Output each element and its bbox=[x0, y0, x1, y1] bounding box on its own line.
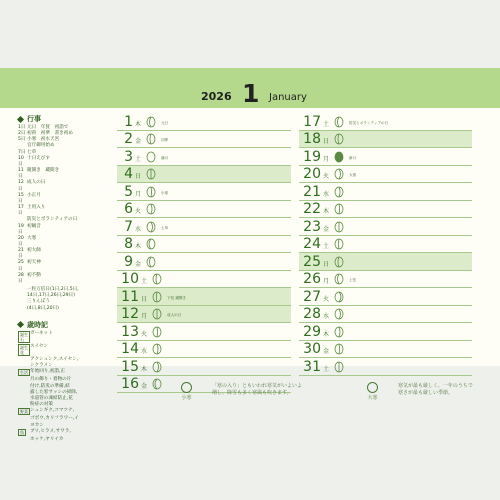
day-note: 防災とボランティアの日 bbox=[349, 120, 389, 125]
event-text: 防災とボランティアの日 bbox=[27, 217, 78, 223]
moon-phase-icon bbox=[334, 186, 344, 198]
event-text: 初荷 初夢 書き初め bbox=[27, 131, 73, 137]
moon-phase-icon bbox=[334, 326, 344, 338]
event-text: 七草 bbox=[27, 149, 37, 155]
event-item bbox=[18, 168, 116, 180]
weekday: 土 bbox=[135, 155, 142, 163]
moon-phase-icon bbox=[334, 203, 344, 215]
day-note: 新月 bbox=[349, 155, 357, 160]
weekday: 金 bbox=[323, 348, 330, 355]
day-number: 1 bbox=[124, 113, 133, 130]
day-number: 19 bbox=[303, 148, 321, 165]
moon-phase-icon bbox=[334, 151, 344, 163]
seasonal-list bbox=[18, 331, 116, 443]
day-note: 成人の日 bbox=[167, 313, 182, 317]
event-item bbox=[18, 248, 116, 260]
moon-phase-icon bbox=[334, 361, 344, 373]
event-date: 7日 bbox=[18, 149, 26, 155]
weekday: 火 bbox=[323, 173, 330, 180]
day-number: 5 bbox=[124, 183, 133, 200]
day-row bbox=[299, 183, 472, 201]
weekday: 木 bbox=[141, 365, 148, 373]
event-note bbox=[18, 306, 116, 312]
event-item bbox=[18, 260, 116, 272]
weekday: 水 bbox=[135, 225, 142, 233]
weekday: 火 bbox=[141, 330, 148, 338]
seasonal-text: 年始回り,初詣,正 bbox=[30, 369, 66, 375]
day-number: 11 bbox=[121, 288, 139, 305]
seasonal-key bbox=[18, 437, 30, 443]
day-row bbox=[117, 306, 291, 324]
event-date: 5日 bbox=[18, 137, 26, 143]
day-number: 17 bbox=[303, 113, 321, 130]
day-number: 16 bbox=[121, 376, 139, 392]
solar-term-text-2: 寒気が最も厳しく、一年のうちで 寒さが最も厳しい季節。 bbox=[398, 383, 473, 396]
moon-phase-icon bbox=[152, 343, 162, 355]
event-text: 小正月 bbox=[27, 192, 41, 198]
seasonal-text: スイセン bbox=[30, 343, 49, 349]
event-text: 初不動 bbox=[27, 272, 41, 278]
day-number: 10 bbox=[121, 271, 139, 287]
day-row bbox=[299, 358, 472, 376]
header-month-number: 1 bbox=[242, 79, 260, 108]
moon-phase-icon bbox=[334, 116, 344, 128]
event-item bbox=[18, 193, 116, 205]
seasonal-text: 水道管の凍結防止,花 bbox=[30, 395, 73, 401]
day-number: 2 bbox=[124, 131, 133, 147]
header-year: 2026 bbox=[201, 90, 232, 103]
day-number: 21 bbox=[303, 183, 321, 200]
day-row bbox=[299, 271, 472, 289]
day-note: 満月 bbox=[161, 155, 169, 160]
seasonal-text: 付け,防災の準備,結 bbox=[30, 383, 70, 389]
event-date: 1日 bbox=[18, 125, 26, 130]
weekday: 火 bbox=[323, 295, 330, 303]
day-row bbox=[299, 218, 472, 236]
seasonal-item bbox=[18, 437, 116, 443]
day-number: 3 bbox=[124, 148, 133, 165]
day-note: 小寒 bbox=[161, 190, 169, 195]
header-month-name: January bbox=[269, 92, 307, 103]
day-number: 23 bbox=[303, 218, 321, 235]
moon-phase-icon bbox=[146, 203, 156, 215]
seasonal-key bbox=[18, 369, 30, 377]
event-date: 19日 bbox=[18, 223, 24, 235]
event-date: 25日 bbox=[18, 260, 24, 272]
day-number: 13 bbox=[121, 323, 139, 340]
day-note: 初夢 bbox=[161, 138, 169, 142]
event-text: 初天神 bbox=[27, 260, 41, 266]
weekday: 火 bbox=[135, 208, 142, 215]
day-row bbox=[117, 131, 291, 149]
event-date: 11日 bbox=[18, 168, 24, 180]
event-item bbox=[18, 180, 116, 192]
weekday: 月 bbox=[135, 190, 142, 198]
event-text: 十日えびす bbox=[27, 155, 50, 161]
day-number: 31 bbox=[303, 358, 321, 375]
moon-phase-icon bbox=[334, 256, 344, 268]
day-number: 25 bbox=[303, 253, 321, 270]
day-note: 七草 bbox=[161, 225, 169, 230]
weekday: 土 bbox=[323, 120, 330, 128]
seasonal-text: ガーネット bbox=[30, 330, 53, 336]
event-text: 初大師 bbox=[27, 248, 41, 254]
day-note: 下弦 鏡開き bbox=[167, 295, 187, 300]
weekday: 木 bbox=[135, 243, 142, 250]
day-row bbox=[299, 131, 472, 149]
day-row bbox=[299, 306, 472, 324]
day-number: 30 bbox=[303, 341, 321, 357]
day-row bbox=[299, 323, 472, 341]
event-text: 大寒 bbox=[27, 235, 37, 241]
day-row bbox=[299, 288, 472, 306]
diamond-icon bbox=[17, 115, 24, 122]
day-number: 28 bbox=[303, 306, 321, 322]
seasonal-item bbox=[18, 344, 116, 357]
day-number: 4 bbox=[124, 166, 133, 182]
event-date: 2日 bbox=[18, 131, 26, 137]
weekday: 金 bbox=[135, 260, 142, 268]
day-row bbox=[299, 341, 472, 359]
moon-phase-icon bbox=[152, 378, 162, 390]
left-panel bbox=[18, 114, 116, 443]
moon-phase-icon bbox=[152, 361, 162, 373]
weekday: 木 bbox=[323, 330, 330, 338]
weekday: 木 bbox=[135, 120, 142, 128]
event-text: 官庁御用始め bbox=[27, 143, 55, 149]
day-note: 上弦 bbox=[349, 278, 357, 282]
day-row bbox=[117, 148, 291, 166]
day-row bbox=[299, 201, 472, 219]
moon-phase-icon bbox=[146, 238, 156, 250]
moon-phase-icon bbox=[334, 308, 344, 320]
weekday: 月 bbox=[323, 155, 330, 163]
solar-term-shoukan: 小寒 bbox=[181, 382, 192, 401]
seasonal-text: ブリ,ヒラメ,サワラ, bbox=[30, 428, 71, 434]
moon-phase-icon bbox=[146, 116, 156, 128]
event-text: 土用入り bbox=[27, 205, 46, 211]
seasonal-item bbox=[18, 429, 116, 437]
moon-phase-icon bbox=[146, 151, 156, 163]
event-date: 21日 bbox=[18, 248, 24, 260]
event-item bbox=[18, 273, 116, 285]
event-text: 初観音 bbox=[27, 223, 41, 229]
event-text: 元日 年賀 初詣で bbox=[27, 125, 69, 130]
weekday: 日 bbox=[135, 173, 142, 180]
events-notes bbox=[18, 287, 116, 312]
day-row bbox=[117, 166, 291, 184]
snow-icon bbox=[367, 382, 378, 393]
seasonal-text: アクシュンク,スイセン, bbox=[30, 357, 79, 362]
day-row bbox=[299, 166, 472, 184]
day-number: 29 bbox=[303, 323, 321, 340]
event-item bbox=[18, 236, 116, 248]
seasonal-text: 月の飾り・着物の片 bbox=[30, 377, 72, 383]
day-row bbox=[117, 341, 291, 359]
event-item bbox=[18, 205, 116, 217]
day-number: 26 bbox=[303, 271, 321, 287]
event-date: 10日 bbox=[18, 155, 24, 167]
day-number: 8 bbox=[124, 236, 133, 252]
day-number: 15 bbox=[121, 358, 139, 375]
solar-term-text-1: 「寒の入り」ともいわれ寒気がいよいよ 増し、降雪も多く寒風も吹きます。 bbox=[212, 383, 303, 396]
day-note: 元日 bbox=[161, 120, 169, 125]
seasonal-text: 露した窓サッシの掃除, bbox=[30, 389, 78, 395]
moon-phase-icon bbox=[334, 133, 344, 145]
seasonal-key-label: 誕生花 bbox=[20, 344, 28, 355]
seasonal-item bbox=[18, 331, 116, 344]
day-number: 18 bbox=[303, 131, 321, 147]
day-row bbox=[117, 288, 291, 306]
event-date: 17日 bbox=[18, 205, 24, 217]
weekday: 金 bbox=[141, 383, 148, 390]
moon-phase-icon bbox=[334, 238, 344, 250]
event-text: 成人の日 bbox=[27, 180, 46, 186]
seasonal-text: ホッケ,ヤリイカ bbox=[30, 436, 64, 442]
moon-phase-icon bbox=[146, 133, 156, 145]
day-number: 14 bbox=[121, 341, 139, 357]
day-number: 12 bbox=[121, 306, 139, 322]
day-number: 7 bbox=[124, 218, 133, 235]
seasonal-key-label: 生活 bbox=[20, 370, 28, 376]
day-row bbox=[117, 236, 291, 254]
seasonal-key bbox=[18, 331, 30, 344]
day-row bbox=[117, 183, 291, 201]
event-text: 鏡開き 蔵開き bbox=[27, 168, 60, 174]
events-list bbox=[18, 125, 116, 285]
seasonal-text: 粉症の対策 bbox=[30, 402, 53, 408]
event-date: 12日 bbox=[18, 180, 24, 192]
moon-phase-icon bbox=[152, 326, 162, 338]
event-note-text: 一粒万倍日(1日,2日,5日, bbox=[27, 287, 79, 293]
solar-term-daikan: 大寒 bbox=[367, 382, 378, 401]
seasonal-key bbox=[18, 429, 30, 437]
day-row bbox=[117, 201, 291, 219]
day-row bbox=[117, 323, 291, 341]
day-number: 6 bbox=[124, 201, 133, 217]
day-row bbox=[117, 253, 291, 271]
seasonal-key bbox=[18, 408, 30, 416]
day-row bbox=[299, 253, 472, 271]
moon-phase-icon bbox=[146, 168, 156, 180]
day-row bbox=[117, 271, 291, 289]
moon-phase-icon bbox=[146, 256, 156, 268]
snow-icon bbox=[181, 382, 192, 393]
moon-phase-icon bbox=[334, 273, 344, 285]
day-row bbox=[117, 113, 291, 131]
event-date: 28日 bbox=[18, 272, 24, 284]
diamond-icon bbox=[17, 321, 24, 328]
day-number: 9 bbox=[124, 253, 133, 270]
day-row bbox=[117, 358, 291, 376]
moon-phase-icon bbox=[334, 291, 344, 303]
seasonal-text: シュンギク,コマツナ, bbox=[30, 408, 75, 414]
weekday: 日 bbox=[323, 260, 330, 268]
event-note-text: 14日,17日,26日,29日) bbox=[27, 293, 75, 299]
day-number: 22 bbox=[303, 201, 321, 217]
day-note: 大寒 bbox=[349, 173, 357, 177]
weekday: 土 bbox=[141, 278, 148, 285]
moon-phase-icon bbox=[334, 168, 344, 180]
moon-phase-icon bbox=[146, 221, 156, 233]
weekday: 水 bbox=[141, 348, 148, 355]
event-date: 20日 bbox=[18, 235, 24, 247]
day-number: 20 bbox=[303, 166, 321, 182]
moon-phase-icon bbox=[152, 291, 162, 303]
seasonal-key-label: 野菜 bbox=[20, 409, 28, 415]
weekday: 金 bbox=[135, 138, 142, 145]
moon-phase-icon bbox=[146, 186, 156, 198]
seasonal-text: ゴボウ,カリフラワー,イ bbox=[30, 416, 79, 422]
event-item bbox=[18, 224, 116, 236]
weekday: 木 bbox=[323, 208, 330, 215]
event-date: 15日 bbox=[18, 192, 24, 204]
weekday: 日 bbox=[323, 138, 330, 145]
moon-phase-icon bbox=[152, 308, 162, 320]
seasonal-key-label: 魚 bbox=[20, 429, 24, 435]
day-row bbox=[117, 218, 291, 236]
weekday: 水 bbox=[323, 190, 330, 198]
weekday: 土 bbox=[323, 243, 330, 250]
event-note-text: 三りんぼう bbox=[27, 299, 50, 305]
event-note-text: (4日,8日,20日) bbox=[27, 305, 59, 311]
seasonal-key-label: 誕生石 bbox=[20, 331, 28, 342]
moon-phase-icon bbox=[334, 343, 344, 355]
event-text: 小寒 初水天宮 bbox=[27, 137, 60, 143]
weekday: 土 bbox=[323, 365, 330, 373]
weekday: 金 bbox=[323, 225, 330, 233]
day-row bbox=[299, 148, 472, 166]
weekday: 月 bbox=[323, 278, 330, 285]
seasonal-title: 歳時記 bbox=[18, 320, 116, 330]
day-row bbox=[299, 236, 472, 254]
moon-phase-icon bbox=[334, 221, 344, 233]
seasonal-key bbox=[18, 344, 30, 357]
seasonal-text: ヨカン bbox=[30, 422, 44, 428]
moon-phase-icon bbox=[152, 273, 162, 285]
events-title: 行事 bbox=[18, 114, 116, 124]
event-item bbox=[18, 156, 116, 168]
weekday: 日 bbox=[141, 295, 148, 303]
day-row bbox=[299, 113, 472, 131]
seasonal-text: シクラメン bbox=[30, 363, 53, 369]
weekday: 月 bbox=[141, 313, 148, 320]
weekday: 水 bbox=[323, 313, 330, 320]
day-number: 24 bbox=[303, 236, 321, 252]
day-number: 27 bbox=[303, 288, 321, 305]
